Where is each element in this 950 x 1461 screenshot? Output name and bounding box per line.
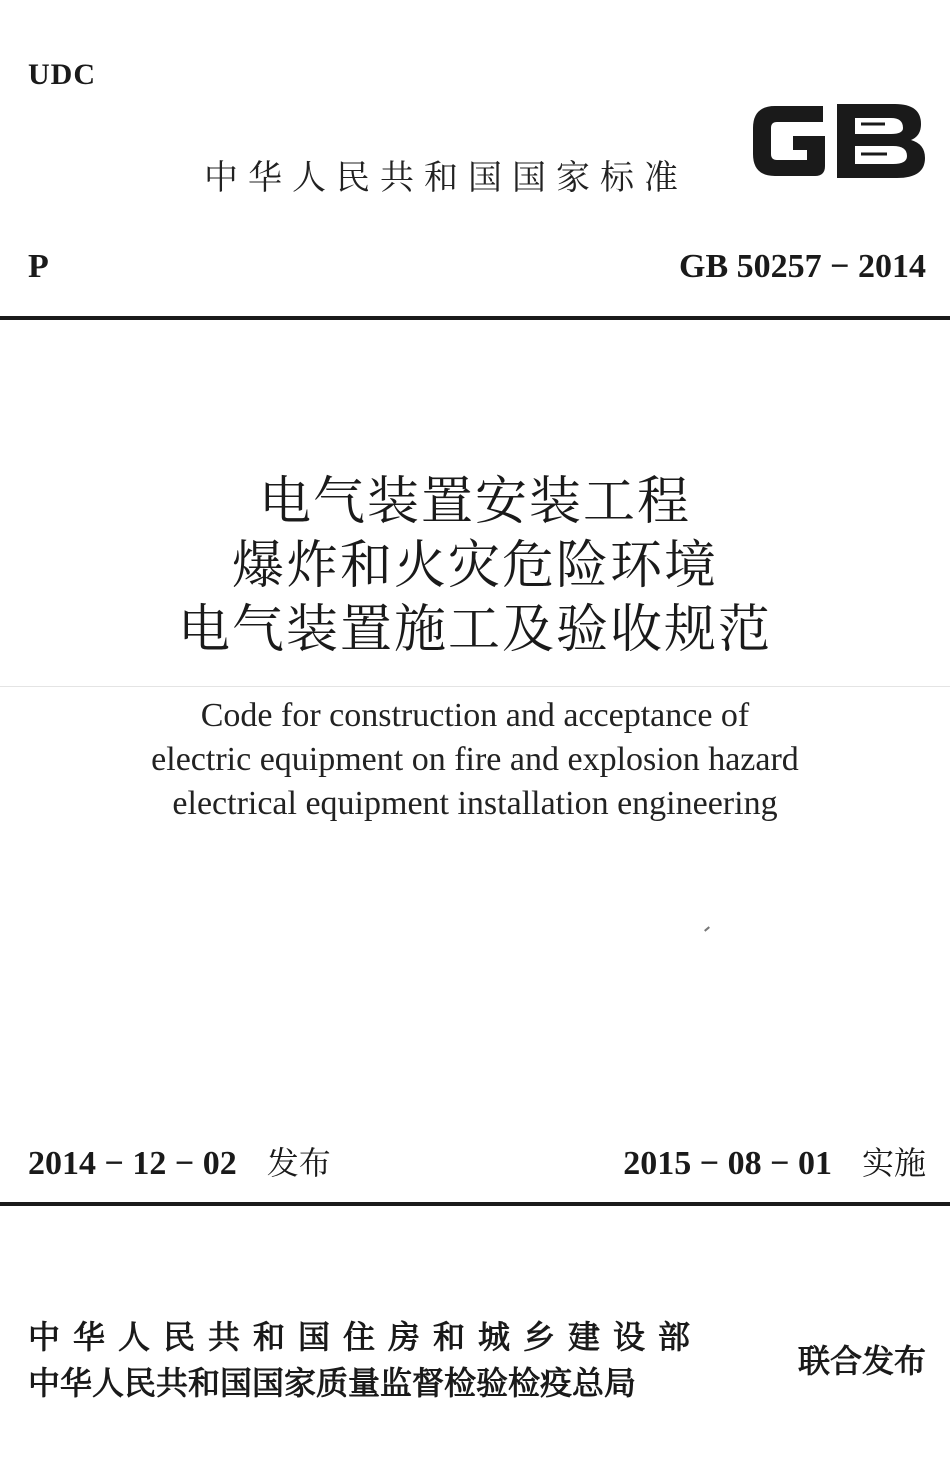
issue-date-value: 2014 − 12 − 02 (28, 1145, 237, 1182)
national-standard-heading: 中华人民共和国国家标准 (204, 158, 688, 198)
english-title-line: electric equipment on fire and explosion hazard (151, 741, 799, 778)
scan-speck (704, 926, 710, 931)
classification-code: P (28, 248, 49, 285)
issue-label: 发布 (266, 1144, 331, 1182)
chinese-title-line: 电气装置安装工程 (258, 472, 691, 532)
bottom-divider (0, 1202, 950, 1206)
udc-label: UDC (28, 58, 96, 91)
top-divider (0, 316, 950, 320)
publisher-ministry-housing: 中华人民共和国住房和城乡建设部 (28, 1318, 704, 1356)
faint-scan-line (0, 686, 950, 687)
publisher-aqsiq: 中华人民共和国国家质量监督检验检疫总局 (28, 1364, 637, 1402)
english-title-line: Code for construction and acceptance of (200, 697, 750, 734)
english-title-line: electrical equipment installation engineering (172, 785, 778, 822)
chinese-title-line: 电气装置施工及验收规范 (177, 600, 772, 660)
gb-logo-icon (745, 92, 930, 188)
implementation-date (623, 1138, 926, 1184)
implementation-label: 实施 (861, 1144, 926, 1182)
issue-date (28, 1138, 331, 1184)
english-title (0, 694, 950, 826)
chinese-title (0, 470, 950, 662)
implementation-date-value: 2015 − 08 − 01 (623, 1145, 832, 1182)
standard-number: GB 50257 − 2014 (679, 248, 926, 285)
joint-issue-label: 联合发布 (797, 1342, 926, 1380)
chinese-title-line: 爆炸和火灾危险环境 (231, 536, 718, 596)
